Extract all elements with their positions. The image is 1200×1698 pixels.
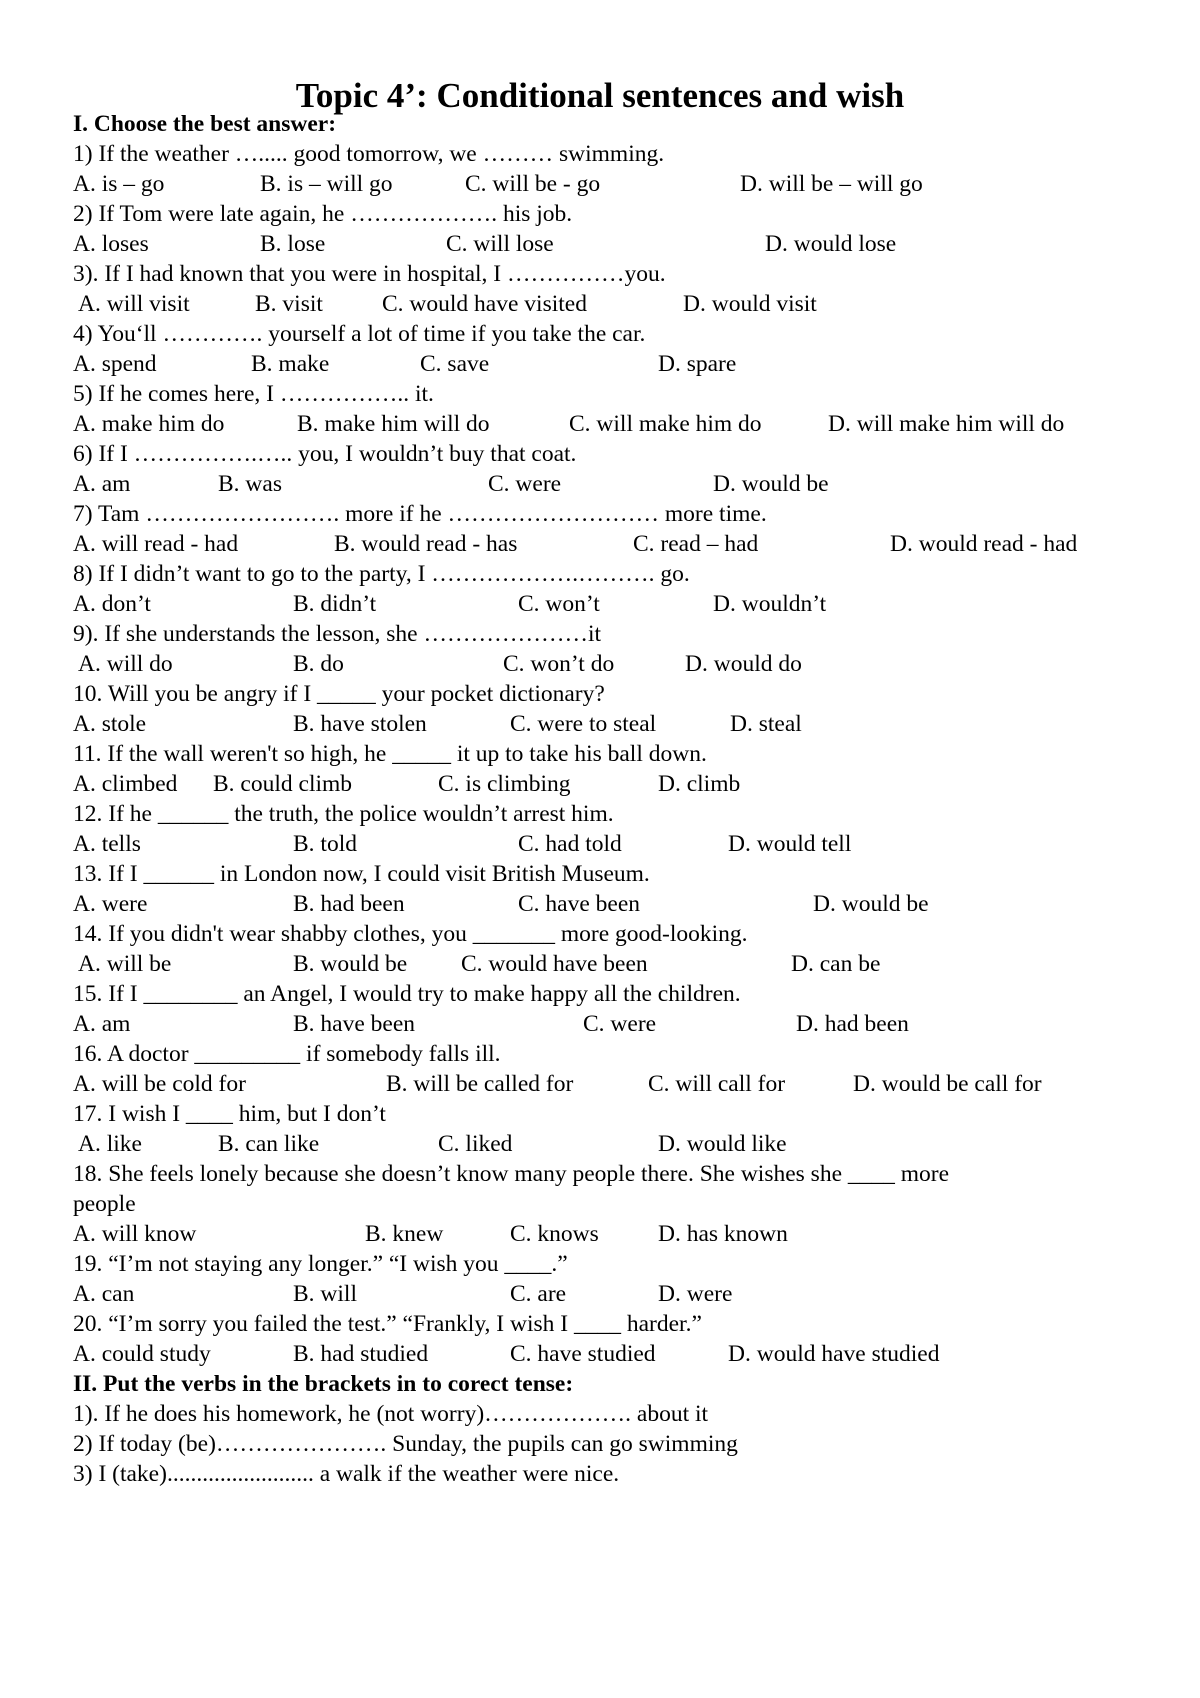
- option-17b: B. can like: [218, 1131, 320, 1157]
- question-6: 6) If I …………….….. you, I wouldn’t buy that coat.: [73, 441, 577, 467]
- option-5c: C. will make him do: [569, 411, 762, 437]
- question-8: 8) If I didn’t want to go to the party, I ……………….………. go.: [73, 561, 690, 587]
- question-18-continued: people: [73, 1191, 136, 1217]
- question-14: 14. If you didn't wear shabby clothes, you _______ more good-looking.: [73, 921, 748, 947]
- option-5a: A. make him do: [73, 411, 225, 437]
- option-9a: A. will do: [78, 651, 173, 677]
- question-12: 12. If he ______ the truth, the police wouldn’t arrest him.: [73, 801, 614, 827]
- option-15a: A. am: [73, 1011, 131, 1037]
- option-10d: D. steal: [730, 711, 802, 737]
- option-7d: D. would read - had: [890, 531, 1078, 557]
- option-12b: B. told: [293, 831, 357, 857]
- question-13: 13. If I ______ in London now, I could visit British Museum.: [73, 861, 650, 887]
- option-7b: B. would read - has: [334, 531, 518, 557]
- option-11b: B. could climb: [213, 771, 353, 797]
- option-19c: C. are: [510, 1281, 567, 1307]
- option-10a: A. stole: [73, 711, 147, 737]
- question-4: 4) You‘ll …………. yourself a lot of time if you take the car.: [73, 321, 646, 347]
- option-9c: C. won’t do: [503, 651, 615, 677]
- option-12a: A. tells: [73, 831, 141, 857]
- option-3a: A. will visit: [78, 291, 190, 317]
- question-1: 1) If the weather …..... good tomorrow, we ……… swimming.: [73, 141, 665, 167]
- option-2d: D. would lose: [765, 231, 897, 257]
- option-6a: A. am: [73, 471, 131, 497]
- option-19d: D. were: [658, 1281, 733, 1307]
- question-20: 20. “I’m sorry you failed the test.” “Frankly, I wish I ____ harder.”: [73, 1311, 702, 1337]
- option-20b: B. had studied: [293, 1341, 429, 1367]
- option-2a: A. loses: [73, 231, 149, 257]
- option-6d: D. would be: [713, 471, 829, 497]
- option-11c: C. is climbing: [438, 771, 571, 797]
- option-12d: D. would tell: [728, 831, 852, 857]
- option-8b: B. didn’t: [293, 591, 377, 617]
- option-19a: A. can: [73, 1281, 135, 1307]
- page-title: Topic 4’: Conditional sentences and wish: [295, 76, 905, 115]
- option-13a: A. were: [73, 891, 148, 917]
- question-2: 2) If Tom were late again, he ………………. his job.: [73, 201, 573, 227]
- option-2c: C. will lose: [446, 231, 554, 257]
- option-14b: B. would be: [293, 951, 408, 977]
- option-17d: D. would like: [658, 1131, 787, 1157]
- option-15d: D. had been: [796, 1011, 909, 1037]
- question-18: 18. She feels lonely because she doesn’t know many people there. She wishes she ____ more: [73, 1161, 950, 1187]
- exercise-2-item-1: 1). If he does his homework, he (not worry)………………. about it: [73, 1401, 709, 1427]
- option-14c: C. would have been: [461, 951, 648, 977]
- option-5b: B. make him will do: [297, 411, 490, 437]
- option-8a: A. don’t: [73, 591, 151, 617]
- option-17c: C. liked: [438, 1131, 513, 1157]
- option-20a: A. could study: [73, 1341, 211, 1367]
- option-18c: C. knows: [510, 1221, 599, 1247]
- question-15: 15. If I ________ an Angel, I would try to make happy all the children.: [73, 981, 741, 1007]
- option-13c: C. have been: [518, 891, 641, 917]
- question-9: 9). If she understands the lesson, she …………………it: [73, 621, 602, 647]
- option-13d: D. would be: [813, 891, 929, 917]
- exercise-2-item-3: 3) I (take)......................... a walk if the weather were nice.: [73, 1461, 620, 1487]
- option-11d: D. climb: [658, 771, 741, 797]
- question-19: 19. “I’m not staying any longer.” “I wish you ____.”: [73, 1251, 568, 1277]
- question-17: 17. I wish I ____ him, but I don’t: [73, 1101, 386, 1127]
- option-1c: C. will be - go: [465, 171, 601, 197]
- option-8c: C. won’t: [518, 591, 600, 617]
- option-4b: B. make: [251, 351, 330, 377]
- option-18b: B. knew: [365, 1221, 444, 1247]
- option-7c: C. read – had: [633, 531, 759, 557]
- option-14d: D. can be: [791, 951, 881, 977]
- option-18a: A. will know: [73, 1221, 197, 1247]
- option-4d: D. spare: [658, 351, 737, 377]
- exercise-2-item-2: 2) If today (be)…………………. Sunday, the pupils can go swimming: [73, 1431, 738, 1457]
- option-1b: B. is – will go: [260, 171, 393, 197]
- option-4c: C. save: [420, 351, 490, 377]
- option-16d: D. would be call for: [853, 1071, 1042, 1097]
- question-3: 3). If I had known that you were in hospital, I ……………you.: [73, 261, 666, 287]
- question-5: 5) If he comes here, I …………….. it.: [73, 381, 434, 407]
- option-10b: B. have stolen: [293, 711, 427, 737]
- option-1a: A. is – go: [73, 171, 165, 197]
- option-2b: B. lose: [260, 231, 326, 257]
- option-12c: C. had told: [518, 831, 622, 857]
- section1-heading: I. Choose the best answer:: [73, 111, 337, 137]
- option-3b: B. visit: [255, 291, 323, 317]
- option-17a: A. like: [78, 1131, 142, 1157]
- option-13b: B. had been: [293, 891, 405, 917]
- option-18d: D. has known: [658, 1221, 788, 1247]
- question-7: 7) Tam ……………………. more if he ……………………… more time.: [73, 501, 767, 527]
- question-16: 16. A doctor _________ if somebody falls ill.: [73, 1041, 501, 1067]
- option-16a: A. will be cold for: [73, 1071, 246, 1097]
- option-11a: A. climbed: [73, 771, 178, 797]
- option-16c: C. will call for: [648, 1071, 786, 1097]
- option-15c: C. were: [583, 1011, 657, 1037]
- option-8d: D. wouldn’t: [713, 591, 827, 617]
- option-19b: B. will: [293, 1281, 357, 1307]
- option-3c: C. would have visited: [382, 291, 587, 317]
- option-9b: B. do: [293, 651, 344, 677]
- question-11: 11. If the wall weren't so high, he _____ it up to take his ball down.: [73, 741, 707, 767]
- option-6b: B. was: [218, 471, 282, 497]
- option-3d: D. would visit: [683, 291, 817, 317]
- question-10: 10. Will you be angry if I _____ your pocket dictionary?: [73, 681, 605, 707]
- section2-heading: II. Put the verbs in the brackets in to corect tense:: [73, 1371, 574, 1397]
- option-14a: A. will be: [78, 951, 172, 977]
- option-4a: A. spend: [73, 351, 157, 377]
- option-6c: C. were: [488, 471, 562, 497]
- option-20d: D. would have studied: [728, 1341, 940, 1367]
- option-16b: B. will be called for: [386, 1071, 574, 1097]
- option-5d: D. will make him will do: [828, 411, 1065, 437]
- option-7a: A. will read - had: [73, 531, 239, 557]
- option-20c: C. have studied: [510, 1341, 656, 1367]
- option-15b: B. have been: [293, 1011, 416, 1037]
- option-9d: D. would do: [685, 651, 802, 677]
- option-1d: D. will be – will go: [740, 171, 923, 197]
- option-10c: C. were to steal: [510, 711, 657, 737]
